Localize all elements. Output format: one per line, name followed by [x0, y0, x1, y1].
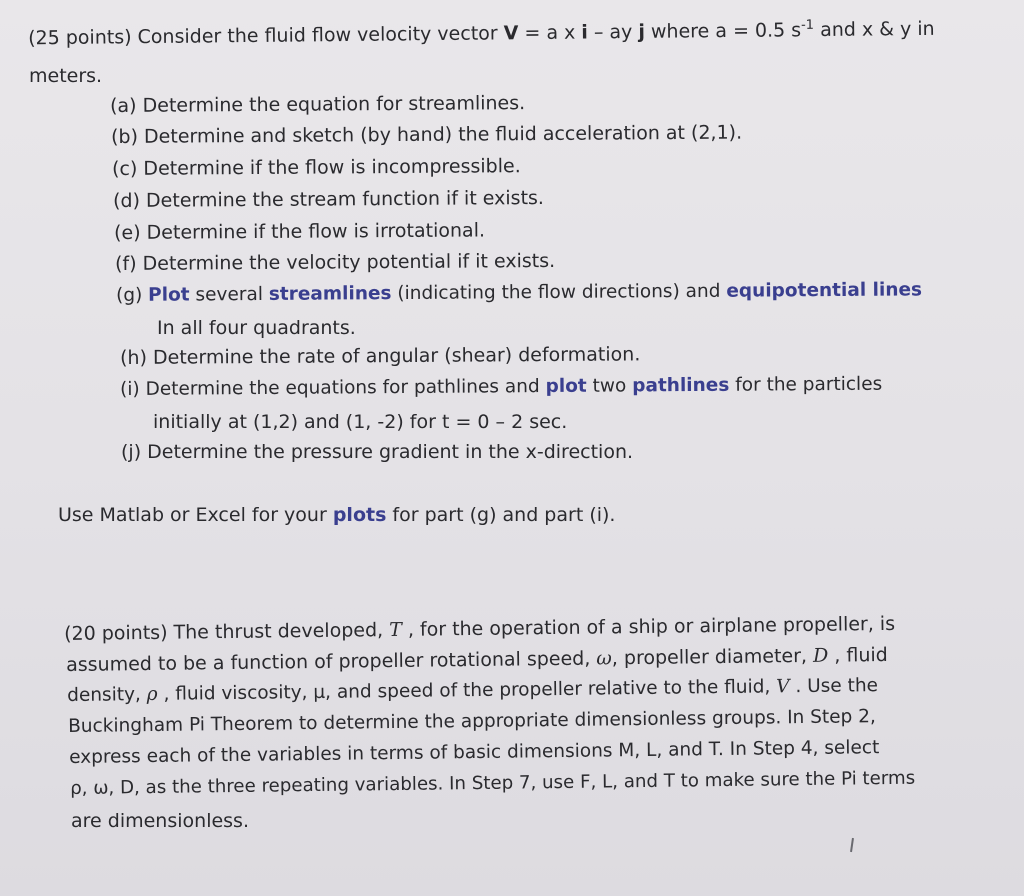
- part-a: (a) Determine the equation for streamlines.: [110, 92, 526, 117]
- problem2-line3: density, ρ , fluid viscosity, μ, and speed of the propeller relative to the fluid, V . Use the: [67, 675, 879, 706]
- problem2-line6: ρ, ω, D, as the three repeating variables. In Step 7, use F, L, and T to make sure the Pi terms: [70, 767, 916, 799]
- problem1-intro-line2: meters.: [29, 65, 103, 87]
- problem2-line5: express each of the variables in terms of basic dimensions M, L, and T. In Step 4, select: [69, 737, 880, 768]
- part-g: (g) Plot several streamlines (indicating the flow directions) and equipotential lines: [116, 279, 923, 306]
- part-i-line2: initially at (1,2) and (1, -2) for t = 0 – 2 sec.: [153, 411, 568, 433]
- part-c: (c) Determine if the flow is incompressible.: [112, 155, 521, 180]
- part-g-line2: In all four quadrants.: [157, 317, 356, 339]
- problem2-line2: assumed to be a function of propeller rotational speed, ω, propeller diameter, D , fluid: [66, 643, 888, 676]
- pen-mark: [850, 838, 854, 852]
- part-d: (d) Determine the stream function if it exists.: [113, 186, 545, 212]
- part-f: (f) Determine the velocity potential if it exists.: [115, 249, 556, 275]
- plots-instruction: Use Matlab or Excel for your plots for part (g) and part (i).: [58, 504, 616, 526]
- part-i: (i) Determine the equations for pathlines and plot two pathlines for the particles: [120, 373, 883, 400]
- part-e: (e) Determine if the flow is irrotational.: [114, 219, 486, 244]
- velocity-symbol: V: [503, 22, 519, 45]
- problem2-line7: are dimensionless.: [71, 810, 249, 832]
- part-h: (h) Determine the rate of angular (shear) deformation.: [120, 343, 641, 369]
- part-j: (j) Determine the pressure gradient in the x-direction.: [121, 441, 634, 463]
- problem1-intro: (25 points) Consider the fluid flow velocity vector V = a x i – ay j where a = 0.5 $s^{-1}$ and x & y in: [28, 17, 935, 50]
- problem2-line4: Buckingham Pi Theorem to determine the appropriate dimensionless groups. In Step 2,: [68, 706, 876, 737]
- part-b: (b) Determine and sketch (by hand) the fluid acceleration at (2,1).: [111, 121, 743, 148]
- problem2-line1: (20 points) The thrust developed, T , for the operation of a ship or airplane propeller, is: [64, 612, 896, 645]
